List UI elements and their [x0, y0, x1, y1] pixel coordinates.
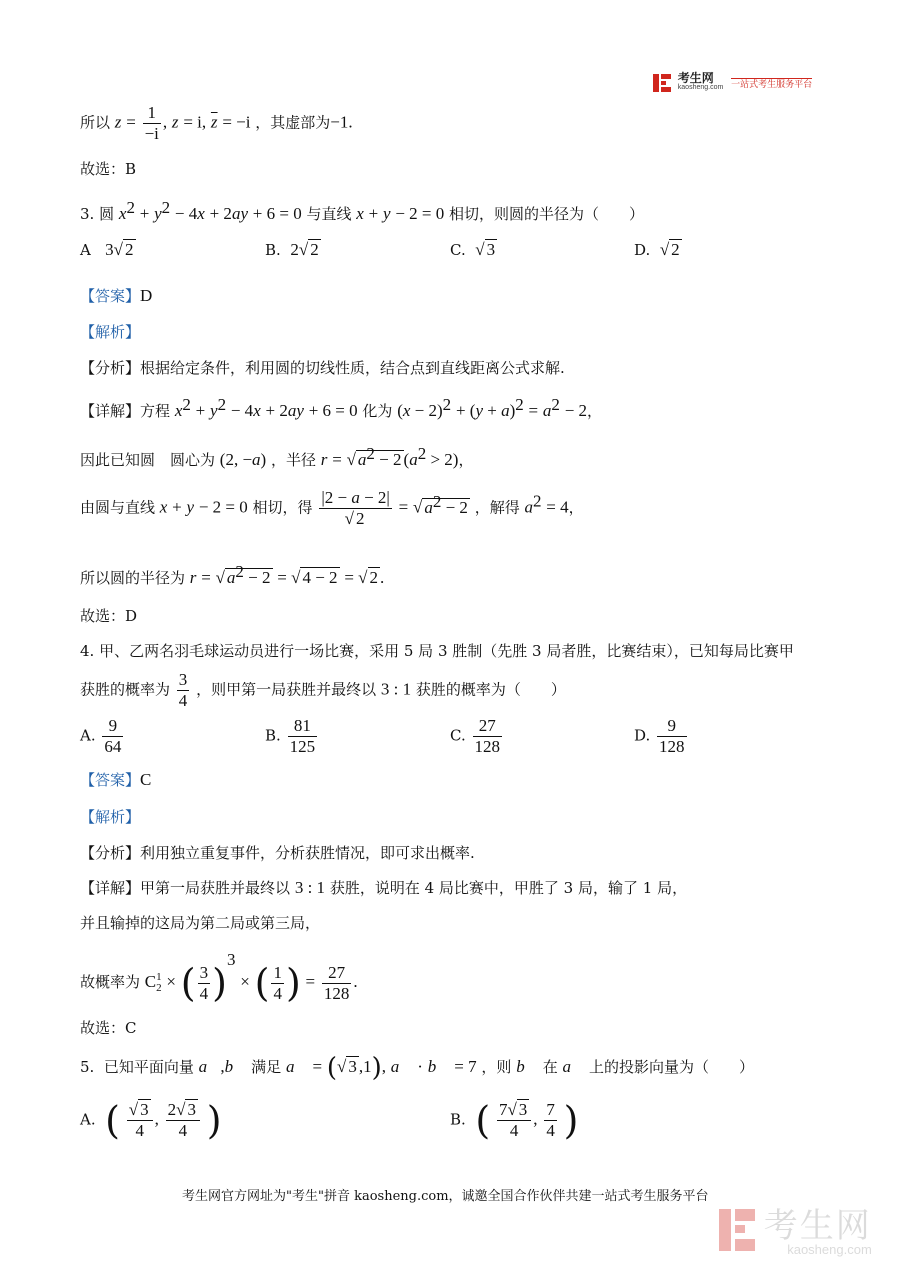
q2-choose: 故选：B	[80, 160, 137, 178]
q3-answer: 【答案】D	[80, 286, 153, 305]
logo-name: 考生网	[677, 71, 714, 85]
q5-stem: 5. 已知平面向量 a⃗,b⃗ 满足 a⃗ = (√ 3 ,1), a⃗ · b⃗ = 7 ，则 b⃗ 在 a⃗ 上的投影向量为（ ）	[80, 1053, 755, 1083]
q4-detail-1: 【详解】甲第一局获胜并最终以 3 : 1 获胜，说明在 4 局比赛中，甲胜了 3 局，输了 1 局，	[80, 878, 688, 897]
watermark-logo-icon	[715, 1205, 759, 1259]
footer-text: 考生网官方网址为"考生"拼音 kaosheng.com，诚邀全国合作伙伴共建一站式考生服务平台	[182, 1189, 709, 1204]
q4-option-b[interactable]: B. $\frac{81}{125}$	[265, 716, 316, 756]
q4-analysis-label: 【解析】	[80, 808, 141, 826]
q4-stem-1: 4. 甲、乙两名羽毛球运动员进行一场比赛，采用 5 局 3 胜制（先胜 3 局者胜，比赛结束），已知每局比赛甲	[80, 642, 794, 660]
q3-detail-4: 所以圆的半径为 r = √ $a^2 - 2$ = √ 4 − 2 = √ 2 .	[80, 562, 385, 587]
q4-option-c[interactable]: C. $\frac{27}{128}$	[450, 716, 500, 756]
watermark-name: 考生网	[763, 1206, 872, 1245]
kaosheng-logo-icon	[651, 72, 673, 94]
q3-option-a[interactable]: A 3√ 2	[80, 240, 134, 259]
q3-choose: 故选：D	[80, 607, 138, 625]
q4-stem-2: 获胜的概率为 $\frac{3}{4}$ ，则甲第一局获胜并最终以 3 : 1 获胜的概率为（ ）	[80, 670, 566, 710]
q4-option-d[interactable]: D. $\frac{9}{128}$	[634, 716, 685, 756]
q3-option-b[interactable]: B. 2√ 2	[265, 240, 319, 259]
q5-option-b[interactable]: B. ( $\frac{7√ 3}{4}$ , $\frac{7}{4}$ )	[450, 1098, 579, 1143]
q3-fenxi: 【分析】根据给定条件，利用圆的切线性质，结合点到直线距离公式求解.	[80, 359, 565, 377]
logo-domain: kaosheng.com	[677, 84, 724, 91]
q3-detail-2: 因此已知圆 圆心为 (2, −a) ，半径 r = √ $a^2 - 2$ $(a^2 > 2)$，	[80, 444, 474, 469]
q4-fenxi: 【分析】利用独立重复事件，分析获胜情况，即可求出概率.	[80, 844, 475, 862]
q3-stem: 3. 圆 $x^2 + y^2 - 4x + 2ay + 6 = 0$ 与直线 x + y − 2 = 0 相切，则圆的半径为（ ）	[80, 198, 645, 223]
q4-option-a[interactable]: A. $\frac{9}{64}$	[80, 716, 122, 756]
q3-option-c[interactable]: C. √ 3	[450, 240, 496, 259]
q5-option-a[interactable]: A. ( $\frac{√ 3}{4}$ , $\frac{2√ 3}{4}$ )	[80, 1098, 222, 1143]
q3-option-d[interactable]: D. √ 2	[634, 240, 680, 259]
q3-detail-3: 由圆与直线 x + y − 2 = 0 相切，得 $\frac{|2 - a - 2|}{√ 2}$ = √ $a^2 - 2$ ，解得 $a^2 = 4$，	[80, 488, 584, 528]
header-logo	[651, 72, 812, 94]
q4-choose: 故选：C	[80, 1019, 137, 1037]
q3-analysis-label: 【解析】	[80, 323, 141, 341]
q4-detail-3: 故概率为 C 1 2 × ( $\frac{3}{4}$ )$^3$ × ( $\frac{1}{4}$ ) = $\frac{27}{128}$ .	[80, 950, 358, 1005]
q4-answer: 【答案】C	[80, 770, 152, 789]
q2-conclusion: 所以 z = $\frac{1}{-i}$ , z = i, $\overline{z} = -i$ ，其虚部为−1.	[80, 103, 353, 143]
logo-tagline: 一站式考生服务平台	[731, 78, 813, 89]
watermark	[715, 1205, 872, 1259]
q4-detail-2: 并且输掉的这局为第二局或第三局，	[80, 914, 321, 932]
watermark-domain: kaosheng.com	[787, 1241, 872, 1257]
q3-detail-1: 【详解】方程 $x^2 + y^2 - 4x + 2ay + 6 = 0$ 化为 $(x - 2)^2 + (y + a)^2 = a^2 - 2$，	[80, 395, 603, 420]
